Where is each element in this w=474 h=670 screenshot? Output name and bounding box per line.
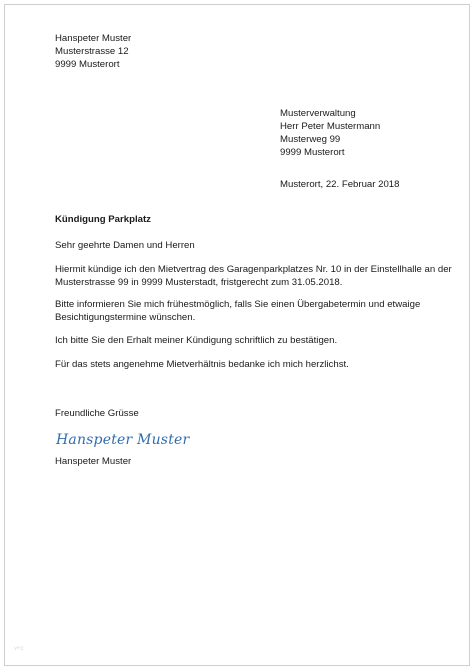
handwritten-signature: Hanspeter Muster bbox=[56, 432, 190, 448]
recipient-address bbox=[280, 107, 380, 159]
sender-city: 9999 Musterort bbox=[55, 59, 120, 70]
body-line: Musterstrasse 99 in 9999 Musterstadt, fristgerecht zum 31.05.2018. bbox=[55, 277, 343, 288]
body-paragraph-thanks: Für das stets angenehme Mietverhältnis bedanke ich mich herzlichst. bbox=[55, 359, 349, 370]
sender-name: Hanspeter Muster bbox=[55, 33, 132, 44]
body-paragraph-confirmation: Ich bitte Sie den Erhalt meiner Kündigung schriftlich zu bestätigen. bbox=[55, 335, 338, 346]
body-line: Bitte informieren Sie mich frühestmöglich, falls Sie einen Übergabetermin und etwaige bbox=[55, 299, 421, 310]
body-paragraph-termination bbox=[55, 263, 452, 289]
recipient-contact: Herr Peter Mustermann bbox=[280, 121, 381, 132]
recipient-company: Musterverwaltung bbox=[280, 108, 356, 119]
recipient-street: Musterweg 99 bbox=[280, 134, 341, 145]
letter-closing: Freundliche Grüsse bbox=[55, 408, 139, 419]
letter-subject: Kündigung Parkplatz bbox=[55, 214, 151, 225]
watermark: v+c bbox=[14, 646, 24, 652]
signer-name: Hanspeter Muster bbox=[55, 456, 132, 467]
recipient-city: 9999 Musterort bbox=[280, 147, 345, 158]
letter-date: Musterort, 22. Februar 2018 bbox=[280, 179, 400, 190]
sender-address bbox=[55, 32, 131, 71]
body-line: Besichtigungstermine wünschen. bbox=[55, 312, 196, 323]
body-line: Hiermit kündige ich den Mietvertrag des Garagenparkplatzes Nr. 10 in der Einstellhalle an der bbox=[55, 264, 452, 275]
letter-greeting: Sehr geehrte Damen und Herren bbox=[55, 240, 195, 251]
body-paragraph-appointment bbox=[55, 298, 420, 324]
sender-street: Musterstrasse 12 bbox=[55, 46, 129, 57]
